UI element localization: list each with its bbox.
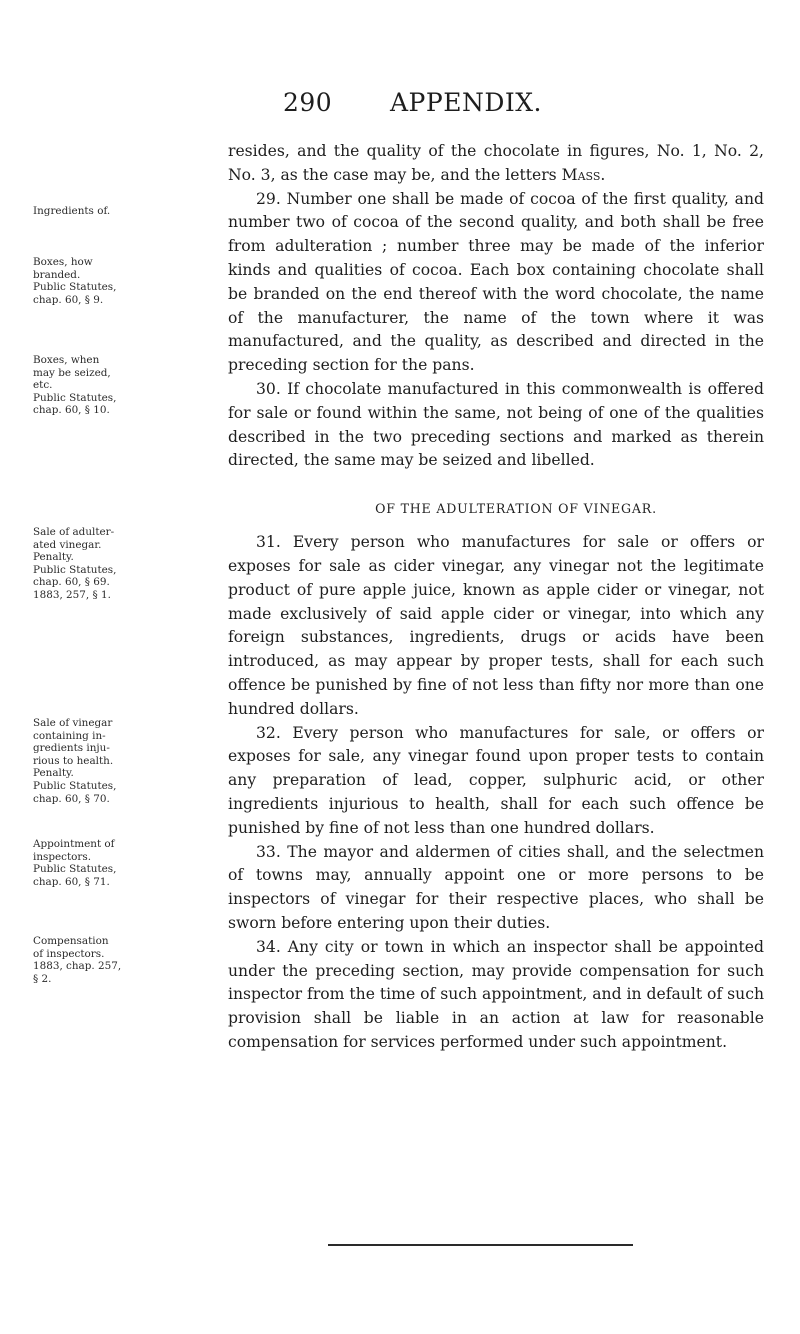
margin-note-line: 1883, 257, § 1. xyxy=(33,588,111,601)
margin-note-appointment xyxy=(33,838,126,888)
margin-note-line: may be seized, xyxy=(33,366,111,379)
margin-note-line: Public Statutes, xyxy=(33,281,117,294)
margin-note-line: Public Statutes, xyxy=(33,391,117,404)
margin-note-boxes-seized xyxy=(33,354,126,417)
section-heading: OF THE ADULTERATION OF VINEGAR. xyxy=(375,501,657,517)
stamp-letters: Mass. xyxy=(561,165,606,184)
margin-note-line: Public Statutes, xyxy=(33,779,117,792)
margin-note-line: Boxes, how xyxy=(33,256,93,268)
margin-note-line: Ingredients of. xyxy=(33,205,111,217)
paragraph-continued xyxy=(228,140,764,188)
running-head: APPENDIX. xyxy=(390,88,542,117)
page-number: 290 xyxy=(283,88,333,117)
margin-note-injurious-vinegar xyxy=(33,717,126,805)
margin-note-line: Penalty. xyxy=(33,767,74,780)
margin-note-line: branded. xyxy=(33,268,81,281)
margin-note-line: Public Statutes, xyxy=(33,863,117,876)
margin-note-line: containing in- xyxy=(33,729,106,742)
margin-note-line: Compensation xyxy=(33,935,109,947)
margin-note-line: chap. 60, § 10. xyxy=(33,404,110,417)
margin-note-line: inspectors. xyxy=(33,850,92,863)
margin-note-line: Sale of adulter- xyxy=(33,526,115,538)
upper-section xyxy=(228,140,764,473)
paragraph-text: resides, and the quality of the chocolate in figures, No. 1, No. 2, No. 3, as the case may be, and the letters xyxy=(228,142,764,184)
margin-note-line: chap. 60, § 71. xyxy=(33,875,110,888)
bottom-rule xyxy=(328,1244,633,1246)
margin-note-line: chap. 60, § 70. xyxy=(33,792,110,805)
margin-note-ingredients xyxy=(33,205,126,218)
paragraph-31: 31. Every person who manufactures for sale or offers or exposes for sale as cider vinegar, any vinegar not the legitimate product of pure apple juice, known as apple cider or vinegar, not made exclusively of said apple cider or vinegar, into which any foreign substances, ingredients, drugs or acids have been introduced, as may appear by proper tests, shall for each such offence be punished by fine of not less than fifty nor more than one hundred dollars. xyxy=(228,533,764,718)
margin-note-compensation xyxy=(33,935,126,985)
body-text xyxy=(228,140,764,1055)
margin-note-line: rious to health. xyxy=(33,754,114,767)
margin-note-line: etc. xyxy=(33,379,53,392)
paragraph-33: 33. The mayor and aldermen of cities shall, and the selectmen of towns may, annually appoint one or more persons to be inspectors of vinegar for their respective places, who shall be sworn before entering upon their duties. xyxy=(228,842,764,932)
margin-note-line: Sale of vinegar xyxy=(33,717,113,729)
margin-note-line: Appointment of xyxy=(33,838,115,850)
margin-note-line: chap. 60, § 9. xyxy=(33,293,104,306)
margin-note-line: chap. 60, § 69. xyxy=(33,576,110,589)
margin-note-adulterated-vinegar xyxy=(33,526,126,602)
paragraph-29: 29. Number one shall be made of cocoa of the first quality, and number two of cocoa of the second quality, and both shall be free from adulteration ; number three may be made of the inferior kinds and qualities of cocoa. Each box containing chocolate shall be branded on the end thereof with the word chocolate, the name of the manufacturer, the name of the town where it was manufactured, and the quality, as described and directed in the preceding section for the pans. xyxy=(228,189,764,375)
paragraph-30: 30. If chocolate manufactured in this commonwealth is offered for sale or found within the same, not being of one of the qualities described in the two preceding sections and marked as therein directed, the same may be seized and libelled. xyxy=(228,379,764,470)
margin-note-line: ated vinegar. xyxy=(33,538,102,551)
margin-note-line: Boxes, when xyxy=(33,354,100,366)
margin-note-line: § 2. xyxy=(33,972,52,985)
paragraph-34: 34. Any city or town in which an inspector shall be appointed under the preceding section, may provide compensation for such inspector from the time of such appointment, and in default of such provision shall be liable in an action at law for reasonable compensation for services performed under such appointment. xyxy=(228,937,764,1051)
margin-note-line: Public Statutes, xyxy=(33,563,117,576)
margin-note-boxes-branded xyxy=(33,256,126,306)
margin-note-line: 1883, chap. 257, xyxy=(33,960,122,973)
margin-note-line: of inspectors. xyxy=(33,947,105,960)
margin-note-line: gredients inju- xyxy=(33,742,110,755)
paragraph-32: 32. Every person who manufactures for sale, or offers or exposes for sale, any vinegar found upon proper tests to contain any preparation of lead, copper, sulphuric acid, or other ingredients injurious to health, shall for each such offence be punished by fine of not less than one hundred dollars. xyxy=(228,723,764,837)
margin-note-line: Penalty. xyxy=(33,551,74,564)
lower-section xyxy=(228,531,764,1055)
